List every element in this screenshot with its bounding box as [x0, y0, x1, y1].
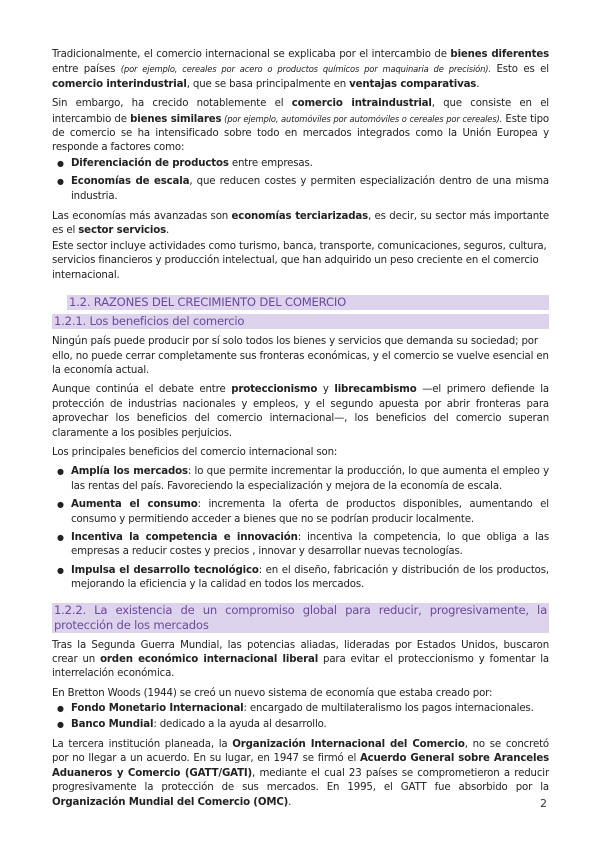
paragraph-terciarizadas: Las economías más avanzadas son economías terciarizadas, es decir, su sector más importante es el sector servicios.	[52, 211, 550, 237]
list-item: ● Economías de escala, que reducen costes y permiten especialización dentro de una misma industria.	[52, 175, 549, 204]
list-item: ● Aumenta el consumo: incrementa la oferta de productos disponibles, aumentando el consumo y permitiendo acceder a bienes que no se podrían producir localmente.	[52, 498, 549, 527]
term-bienes-diferentes: bienes diferentes	[450, 49, 549, 60]
list-item: ● Impulsa el desarrollo tecnológico: en el diseño, fabricación y distribución de los productos, mejorando la eficiencia y la calidad en todos los mercados.	[52, 564, 549, 593]
paragraph-intro: Tradicionalmente, el comercio internacional se explicaba por el intercambio de bienes diferentes entre países (por ejemplo, cereales por acero o productos químicos por maquinaria de precisión). Esto es el comercio interindustrial, que se basa principalmente en ventajas comparativas.	[52, 49, 549, 90]
paragraph-bretton-woods: En Bretton Woods (1944) se creó un nuevo sistema de economía que estaba creado por:	[52, 687, 493, 699]
section-heading: 1.2. RAZONES DEL CRECIMIENTO DEL COMERCIO	[67, 295, 549, 310]
list-item: ● Incentiva la competencia e innovación: incentiva la competencia, lo que obliga a las empresas a reducir costes y precios , innovar y desarrollar nuevas tecnologías.	[52, 531, 549, 560]
paragraph-gatt-omc: La tercera institución planeada, la Organización Internacional del Comercio, no se concretó por no llegar a un acuerdo. En su lugar, en 1947 se firmó el Acuerdo General sobre Aranceles Aduaneros y Comercio (GATT/GATI), mediante el cual 23 países se comprometieron a reducir progresivamente la protección de sus mercados. En 1995, el GATT fue absorbido por la Organización Mundial del Comercio (OMC).	[52, 739, 550, 808]
paragraph-debate: Aunque continúa el debate entre proteccionismo y librecambismo —el primero defiende la protección de industrias nacionales y empleos, y el segundo apuesta por abrir fronteras para aprovechar los beneficios del comercio internacional—, los beneficios del comercio superan claramente a los posibles perjuicios.	[52, 384, 550, 439]
subsection-heading-benefits: 1.2.1. Los beneficios del comercio	[52, 314, 549, 329]
paragraph-benefits-intro: Los principales beneficios del comercio internacional son:	[52, 446, 338, 458]
page-number: 2	[540, 797, 547, 810]
list-item: ● Banco Mundial: dedicado a la ayuda al desarrollo.	[52, 718, 549, 732]
factors-list	[52, 157, 549, 204]
list-item: ● Diferenciación de productos entre empresas.	[52, 157, 549, 171]
subsection-heading-global-commitment: 1.2.2. La existencia de un compromiso global para reducir, progresivamente, la protección de los mercados	[54, 602, 547, 632]
paragraph-ningun-pais: Ningún país puede producir por sí solo todos los bienes y servicios que demanda su sociedad; por ello, no puede cerrar completamente sus fronteras económicas, y el comercio se vuelve esencial en la economía actual.	[52, 336, 549, 376]
document-page	[52, 48, 549, 815]
paragraph-postwar: Tras la Segunda Guerra Mundial, las potencias aliadas, lideradas por Estados Unidos, buscaron crear un orden económico internacional liberal para evitar el proteccionismo y fomentar la interrelación económica.	[52, 639, 549, 680]
paragraph-intraindustrial: Sin embargo, ha crecido notablemente el comercio intraindustrial, que consiste en el intercambio de bienes similares (por ejemplo, automóviles por automóviles o cereales por cereales). Este tipo de comercio se ha intensificado sobre todo en mercados integrados como la Unión Europea y responde a factores como:	[52, 98, 550, 154]
paragraph-servicios: Este sector incluye actividades como turismo, banca, transporte, comunicaciones, seguros, cultura, servicios financieros y producción intelectual, que han adquirido un peso creciente en el comercio internacional.	[52, 240, 547, 281]
list-item: ● Amplía los mercados: lo que permite incrementar la producción, lo que aumenta el empleo y las rentas del país. Favoreciendo la especialización y mejora de la economía de escala.	[52, 465, 549, 494]
institutions-list	[52, 702, 549, 732]
list-item: ● Fondo Monetario Internacional: encargado de multilateralismo los pagos internacionales.	[52, 702, 549, 716]
benefits-list	[52, 465, 549, 592]
